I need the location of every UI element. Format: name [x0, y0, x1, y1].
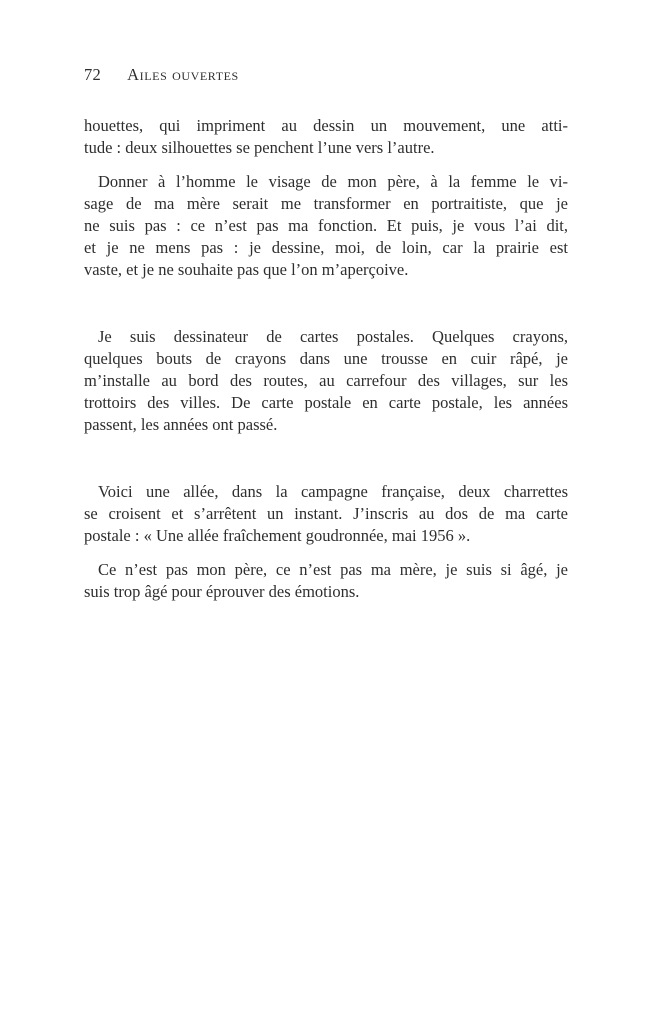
text-line: trottoirs des villes. De carte postale en carte postale, les années [84, 393, 568, 412]
text-line: houettes, qui impriment au dessin un mouvement, une atti- [84, 116, 568, 135]
paragraph [84, 326, 568, 436]
paragraph [84, 171, 568, 281]
running-title: Ailes ouvertes [127, 65, 239, 84]
text-line: Je suis dessinateur de cartes postales. Quelques crayons, [98, 327, 568, 346]
text-line: vaste, et je ne souhaite pas que l’on m’aperçoive. [84, 260, 409, 279]
paragraph [84, 115, 568, 159]
text-line: tude : deux silhouettes se penchent l’une vers l’autre. [84, 138, 435, 157]
paragraph [84, 481, 568, 547]
paragraph [84, 559, 568, 603]
body-text [84, 115, 568, 603]
text-line: m’installe au bord des routes, au carrefour des villages, sur les [84, 371, 568, 390]
text-line: et je ne mens pas : je dessine, moi, de loin, car la prairie est [84, 238, 568, 257]
text-line: Donner à l’homme le visage de mon père, à la femme le vi- [98, 172, 568, 191]
text-line: ne suis pas : ce n’est pas ma fonction. Et puis, je vous l’ai dit, [84, 216, 568, 235]
text-line: se croisent et s’arrêtent un instant. J’inscris au dos de ma carte [84, 504, 568, 523]
page-header [84, 64, 566, 86]
text-line: quelques bouts de crayons dans une trousse en cuir râpé, je [84, 349, 568, 368]
text-line: suis trop âgé pour éprouver des émotions. [84, 582, 360, 601]
text-line: sage de ma mère serait me transformer en portraitiste, que je [84, 194, 568, 213]
text-line: passent, les années ont passé. [84, 415, 278, 434]
text-line: Voici une allée, dans la campagne française, deux charrettes [98, 482, 568, 501]
text-line: Ce n’est pas mon père, ce n’est pas ma mère, je suis si âgé, je [98, 560, 568, 579]
page-number: 72 [84, 65, 102, 84]
text-line: postale : « Une allée fraîchement goudronnée, mai 1956 ». [84, 526, 471, 545]
